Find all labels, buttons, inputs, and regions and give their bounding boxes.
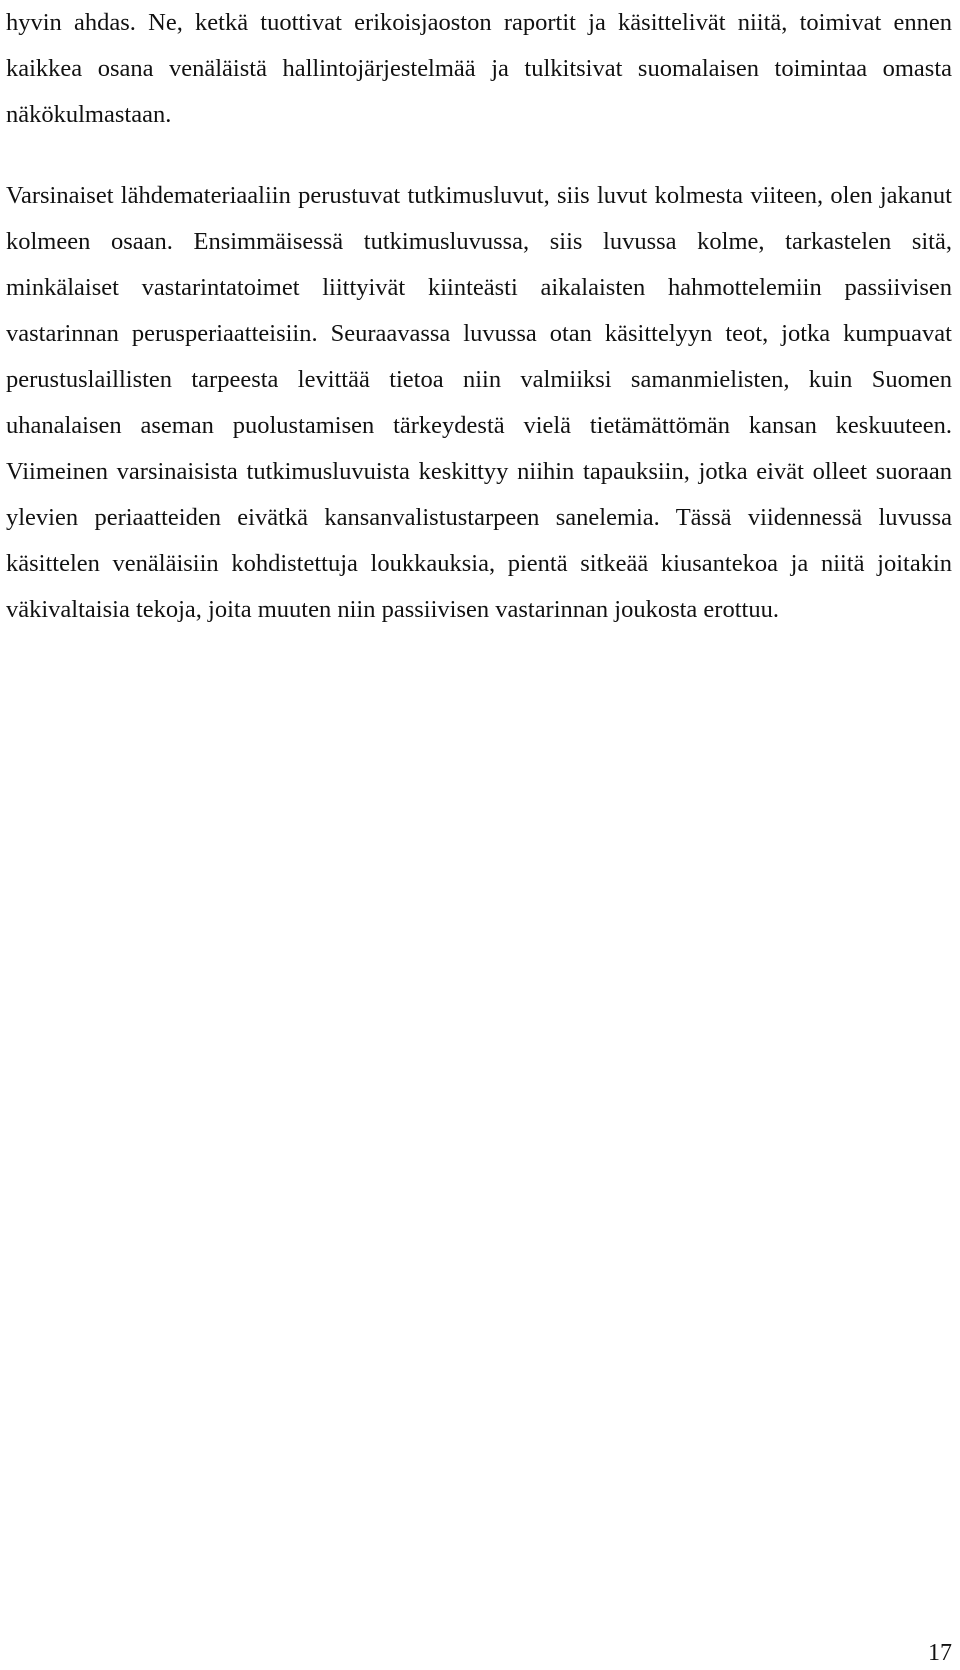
- body-paragraph-2: Varsinaiset lähdemateriaaliin perustuvat tutkimusluvut, siis luvut kolmesta viiteen, olen jakanut kolmeen osaan. Ensimmäisessä tutkimusluvussa, siis luvussa kolme, tarkastelen sitä, minkälaiset vastarintatoimet liittyivät kiinteästi aikalaisten hahmottelemiin passiivisen vastarinnan perusperiaatteisiin. Seuraavassa luvussa otan käsittelyyn teot, jotka kumpuavat perustuslaillisten tarpeesta levittää tietoa niin valmiiksi samanmielisten, kuin Suomen uhanalaisen aseman puolustamisen tärkeydestä vielä tietämättömän kansan keskuuteen. Viimeinen varsinaisista tutkimusluvuista keskittyy niihin tapauksiin, jotka eivät olleet suoraan ylevien periaatteiden eivätkä kansanvalistustarpeen sanelemia. Tässä viidennessä luvussa käsittelen venäläisiin kohdistettuja loukkauksia, pientä sitkeää kiusantekoa ja niitä joitakin väkivaltaisia tekoja, joita muuten niin passiivisen vastarinnan joukosta erottuu.: [6, 182, 952, 623]
- page-number: 17: [928, 1640, 952, 1666]
- body-paragraph-1: hyvin ahdas. Ne, ketkä tuottivat erikoisjaoston raportit ja käsittelivät niitä, toimivat ennen kaikkea osana venäläistä hallintojärjestelmää ja tulkitsivat suomalaisen toimintaa omasta näkökulmastaan.: [6, 9, 952, 128]
